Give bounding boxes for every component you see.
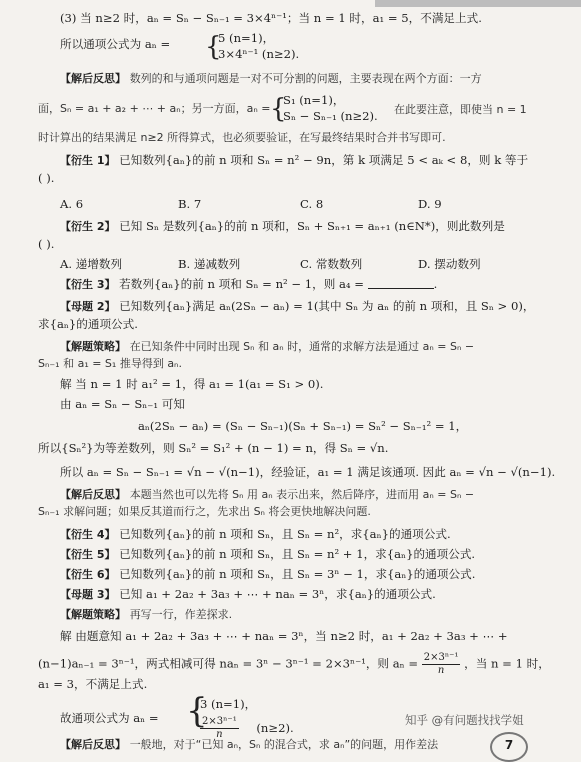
reflection-text: 一般地，对于“已知 aₙ，Sₙ 的混合式，求 aₙ”的问题，用作差法: [129, 738, 439, 751]
text-line: 时计算出的结果满足 n≥2 所得算式，也必须要验证，在写最终结果时合并书写即可.: [38, 131, 446, 144]
strategy-text: 再写一行，作差探求.: [129, 608, 233, 621]
case-1: 5 (n=1)，: [218, 31, 275, 45]
brace-symbol: {: [205, 32, 222, 62]
formula-lead: 面，Sₙ = a₁ + a₂ + ⋯ + aₙ；另一方面，aₙ =: [38, 102, 271, 115]
section-tag: 【解后反思】: [60, 488, 126, 501]
watermark: 知乎 @有问题找找学姐: [405, 713, 524, 727]
fraction-numerator: 2×3ⁿ⁻¹: [423, 652, 459, 663]
text-line: 求{aₙ}的通项公式.: [38, 317, 138, 331]
formula-lead: 故通项公式为 aₙ =: [60, 711, 159, 725]
question-line: [60, 298, 558, 315]
answer-bracket: ( ).: [38, 171, 55, 185]
question-line: [60, 586, 558, 603]
choice-c: C. 8: [300, 197, 324, 211]
case-2: 3×4ⁿ⁻¹ (n≥2).: [218, 47, 300, 61]
reflection-line: [60, 70, 558, 87]
case-condition: (n≥2).: [256, 720, 294, 735]
question-text: 已知 a₁ + 2a₂ + 3a₃ + ⋯ + naₙ = 3ⁿ，求{aₙ}的通项公式.: [119, 587, 436, 601]
section-tag: 【母题 2】: [60, 300, 116, 313]
case-2: Sₙ − Sₙ₋₁ (n≥2).: [283, 109, 378, 123]
question-line: [60, 218, 558, 235]
choice-a: A. 6: [60, 197, 84, 211]
strategy-line: [60, 338, 558, 355]
question-line: [60, 152, 558, 169]
choice-b: B. 7: [178, 197, 202, 211]
question-text: 已知数列{aₙ}的前 n 项和 Sₙ = n² − 9n，第 k 项满足 5 < aₖ < 8，则 k 等于: [119, 153, 529, 167]
text-line: 由 aₙ = Sₙ − Sₙ₋₁ 可知: [60, 397, 185, 411]
text-line: 解 当 n = 1 时 a₁² = 1，得 a₁ = 1(a₁ = S₁ > 0).: [60, 377, 324, 391]
fraction: [422, 652, 461, 677]
formula-lead: 所以通项公式为 aₙ =: [60, 37, 171, 51]
question-text: 已知数列{aₙ}的前 n 项和 Sₙ，且 Sₙ = n²，求{aₙ}的通项公式.: [119, 527, 451, 541]
choice-b: B. 递减数列: [178, 257, 241, 271]
reflection-line: [60, 486, 558, 503]
formula-lead: (n−1)aₙ₋₁ = 3ⁿ⁻¹，两式相减可得 naₙ = 3ⁿ − 3ⁿ⁻¹ = 2×3ⁿ⁻¹，则 aₙ =: [38, 656, 419, 671]
section-tag: 【解后反思】: [60, 738, 126, 751]
question-text: 已知数列{aₙ}的前 n 项和 Sₙ，且 Sₙ = n² + 1，求{aₙ}的通项公式.: [119, 547, 476, 561]
section-tag: 【解后反思】: [60, 72, 126, 85]
page-number: 7: [490, 732, 528, 762]
text-line: Sₙ₋₁ 和 a₁ = S₁ 推导得到 aₙ.: [38, 357, 182, 370]
section-tag: 【母题 3】: [60, 588, 116, 601]
formula-tail: 在此要注意，即使当 n = 1: [394, 103, 527, 116]
section-tag: 【衍生 1】: [60, 154, 116, 167]
fraction-numerator: 2×3ⁿ⁻¹: [202, 716, 237, 727]
section-tag: 【衍生 6】: [60, 568, 116, 581]
formula-tail: ，当 n = 1 时，: [464, 656, 550, 671]
section-tag: 【衍生 5】: [60, 548, 116, 561]
question-line: 【衍生 3】 若数列{aₙ}的前 n 项和 Sₙ = n² − 1，则 a₄ = .: [60, 277, 438, 291]
question-text: 若数列{aₙ}的前 n 项和 Sₙ = n² − 1，则 a₄ =: [119, 277, 364, 291]
choice-d: D. 摆动数列: [418, 257, 481, 271]
fraction-denominator: n: [437, 665, 445, 676]
text-line: (3) 当 n≥2 时，aₙ = Sₙ − Sₙ₋₁ = 3×4ⁿ⁻¹；当 n = 1 时，a₁ = 5，不满足上式.: [60, 11, 482, 25]
question-text: 已知数列{aₙ}满足 aₙ(2Sₙ − aₙ) = 1(其中 Sₙ 为 aₙ 的前 n 项和，且 Sₙ > 0)，: [119, 299, 535, 313]
text-line: 所以 aₙ = Sₙ − Sₙ₋₁ = √n − √(n−1)，经验证，a₁ = 1 满足该通项. 因此 aₙ = √n − √(n−1).: [60, 465, 556, 479]
question-line: [60, 566, 558, 583]
answer-bracket: ( ).: [38, 237, 55, 251]
answer-blank: [368, 278, 434, 289]
question-text: 已知 Sₙ 是数列{aₙ}的前 n 项和，Sₙ + Sₙ₊₁ = aₙ₊₁ (n∈N*)，则此数列是: [119, 219, 505, 233]
reflection-text: 数列的和与通项问题是一对不可分割的问题，主要表现在两个方面：一方: [129, 72, 482, 85]
fraction-denominator: n: [216, 729, 223, 740]
section-tag: 【解题策略】: [60, 340, 126, 353]
brace-symbol: {: [186, 691, 208, 731]
text-line: Sₙ₋₁ 求解问题；如果反其道而行之，先求出 Sₙ 将会更快地解决问题.: [38, 505, 371, 518]
question-line: [60, 546, 558, 563]
section-tag: 【解题策略】: [60, 608, 126, 621]
question-text: 已知数列{aₙ}的前 n 项和 Sₙ，且 Sₙ = 3ⁿ − 1，求{aₙ}的通项公式.: [119, 567, 476, 581]
text-line: 解 由题意知 a₁ + 2a₂ + 3a₃ + ⋯ + naₙ = 3ⁿ，当 n≥2 时，a₁ + 2a₂ + 3a₃ + ⋯ +: [60, 629, 508, 643]
text-line: 所以{Sₙ²}为等差数列，则 Sₙ² = S₁² + (n − 1) = n，得 Sₙ = √n.: [38, 441, 389, 455]
choice-d: D. 9: [418, 197, 442, 211]
section-tag: 【衍生 4】: [60, 528, 116, 541]
choice-a: A. 递增数列: [60, 257, 123, 271]
formula-line: [38, 652, 558, 677]
question-line: [60, 526, 558, 543]
equation-line: aₙ(2Sₙ − aₙ) = (Sₙ − Sₙ₋₁)(Sₙ + Sₙ₋₁) = Sₙ² − Sₙ₋₁² = 1，: [138, 419, 468, 433]
strategy-line: [60, 606, 558, 623]
reflection-text: 本题当然也可以先将 Sₙ 用 aₙ 表示出来，然后降序，进而用 aₙ = Sₙ −: [129, 488, 475, 501]
section-tag: 【衍生 3】: [60, 278, 116, 291]
choice-c: C. 常数数列: [300, 257, 363, 271]
text-line: a₁ = 3，不满足上式.: [38, 677, 148, 691]
case-1: S₁ (n=1)，: [283, 93, 345, 107]
strategy-text: 在已知条件中同时出现 Sₙ 和 aₙ 时，通常的求解方法是通过 aₙ = Sₙ −: [129, 340, 475, 353]
case-1: 3 (n=1)，: [200, 697, 257, 711]
header-strip: [375, 0, 581, 7]
section-tag: 【衍生 2】: [60, 220, 116, 233]
brace-symbol: {: [270, 94, 287, 124]
